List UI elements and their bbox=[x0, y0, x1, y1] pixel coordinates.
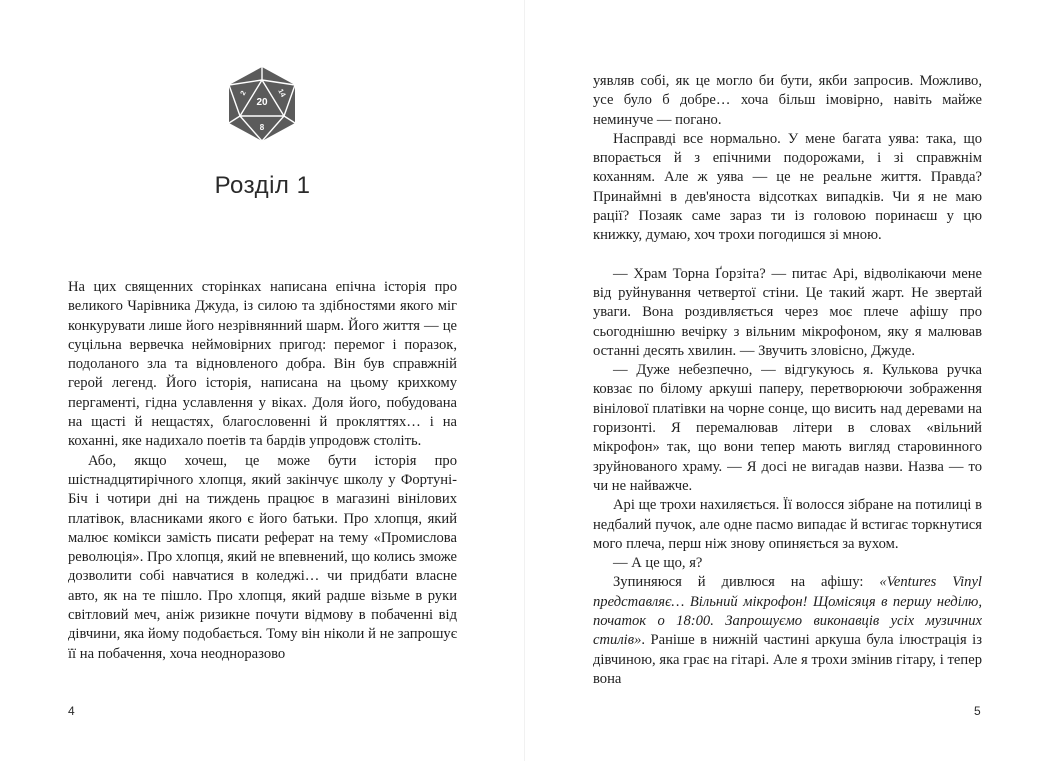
paragraph-1: На цих священних сторінках написана епічна історія про великого Чарівника Джуда, із силою та здібностями якого міг конкурувати лише його незрівнянний шарм. Його життя — це суцільна вервечка неймовірних пригод: перемог і поразок, подоланого зла та відновленого добра. Він був справжній герой легенд. Його історія, написана на цьому крихкому пергаменті, гідна уславлення у віках. Доля його, побудована на щасті й нещастях, благословенні й прокляттях… і на коханні, яке надихало поетів та бардів упродовж століть. bbox=[68, 279, 457, 450]
chapter-title: Розділ 1 bbox=[214, 172, 311, 199]
paragraph-2: Або, якщо хочеш, це може бути історія про шістнадцятирічного хлопця, який закінчує школу у Фортуні-Біч і чотири дні на тиждень працює в магазині вінілових платівок, власниками якого є його батьки. Про хлопця, який малює комікси замість писати реферат на тему «Промислова революція». Про хлопця, який не впевнений, що колись зможе дозволити собі навчатися в коледжі… чи придбати власне авто, як на те пішло. Про хлопця, який радше візьме в руки світловий меч, аніж ризикне почути відмову в побаченні від дівчини, яка йому подобається. Тому він ніколи й не запрошує її на побачення, хоча неодноразово bbox=[68, 452, 458, 662]
poster-text-start: Зупиняюся й дивлюся на афішу: bbox=[613, 574, 880, 591]
page-number-right: 5 bbox=[974, 704, 981, 718]
paragraph-continued: уявляв собі, як це могло би бути, якби запросив. Можливо, усе було б добре… хоча більш імовірно, навіть майже неминуче — погано. bbox=[593, 73, 982, 128]
paragraph-poster bbox=[593, 573, 982, 689]
die-face-14: 14 bbox=[276, 88, 287, 99]
die-face-20: 20 bbox=[256, 97, 268, 108]
die-face-2: 2 bbox=[239, 89, 248, 97]
right-page-body bbox=[593, 72, 982, 689]
poster-text-end: . Раніше в нижній частині аркуша була ілюстрація із дівчиною, яка грає на гітарі. Але я трохи змінив гітару, і тепер вона bbox=[593, 632, 982, 687]
paragraph-dialogue-2: — Дуже небезпечно, — відгукуюсь я. Кулькова ручка ковзає по білому аркуші паперу, перетворюючи зображення вінілової платівки на чорне сонце, що висить над деревами на горизонті. Я перемалював літери в словах «вільний мікрофон» так, що вони тепер мають вигляд старовинного зруйнованого храму. — Я досі не вигадав назви. Назва — то чи не найважче. bbox=[593, 362, 982, 494]
paragraph-imagination: Насправді все нормально. У мене багата уява: така, що впорається й з епічними подорожами, і зі справжнім коханням. Але ж уява — це не реальне життя. Правда? Принаймні в дев'яноста відсотках випадків. Чи я не маю рації? Позаяк саме зараз ти із головою поринаєш у цю книжку, думаю, хоч трохи погодишся зі мною. bbox=[593, 130, 982, 244]
poster-quote: «Ventures Vinyl представляє… Вільний мікрофон! Щомісяця в першу неділю, початок о 18:00. Запрошуємо виконавців усіх музичних стилів» bbox=[593, 574, 982, 649]
die-face-8: 8 bbox=[259, 123, 265, 132]
paragraph-ari: Арі ще трохи нахиляється. Її волосся зібране на потилиці в недбалий пучок, але одне пасмо випадає й встигає торкнутися мого плеча, перш ніж знову опиняється за вухом. bbox=[593, 497, 982, 552]
page-number-left: 4 bbox=[68, 704, 75, 718]
paragraph-question: — А це що, я? bbox=[613, 555, 703, 572]
paragraph-dialogue-1: — Храм Торна Ґорзіта? — питає Арі, відволікаючи мене від руйнування четвертої стіни. Це такий жарт. Не звертай уваги. Вона роздивляється через моє плече афішу про сьогоднішню вечірку з вільним мікрофоном, яку я малював останні десять хвилин. — Звучить зловісно, Джуде. bbox=[593, 265, 982, 359]
